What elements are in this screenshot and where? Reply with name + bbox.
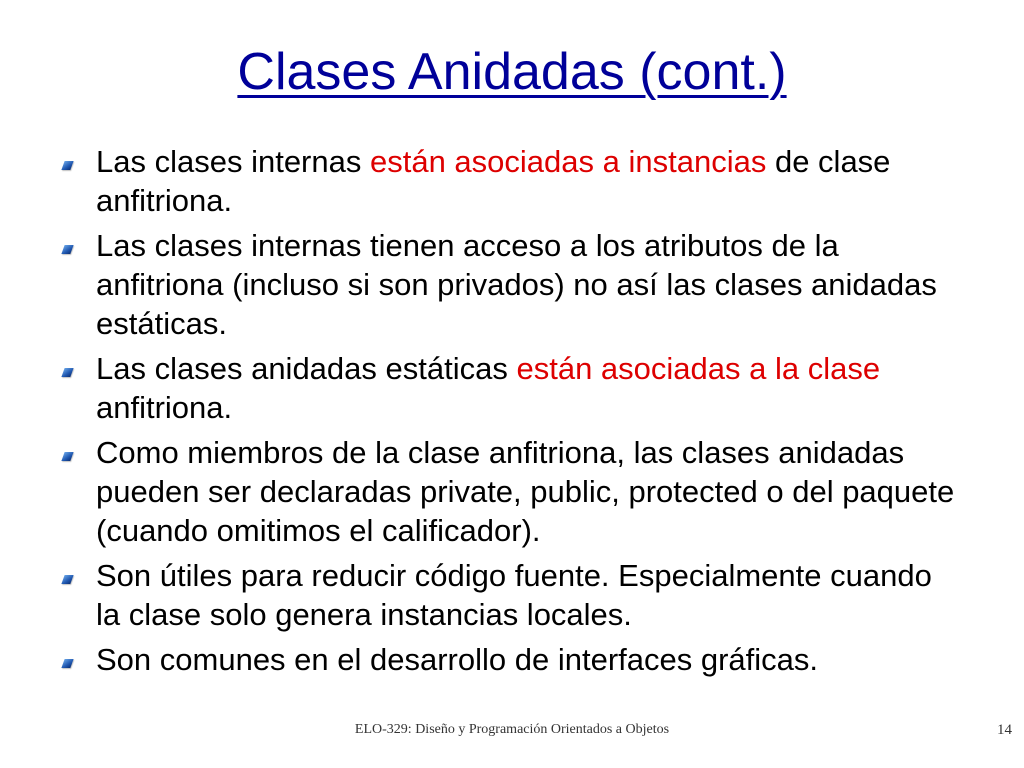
bullet-text: Las clases anidadas estáticas: [96, 351, 517, 386]
bullet-text: Las clases internas: [96, 144, 370, 179]
bullet-item: [60, 433, 960, 550]
bullet-highlight: están asociadas a la clase: [516, 351, 881, 386]
bullet-item: [60, 226, 960, 343]
bullet-marker-icon: [61, 245, 73, 254]
bullet-item: [60, 556, 960, 634]
bullet-list: [60, 142, 960, 685]
bullet-text-post: de clase anfitriona.: [96, 144, 891, 218]
bullet-marker-icon: [61, 575, 73, 584]
bullet-text: Las clases internas tienen acceso a los atributos de la anfitriona (incluso si son privados) no así las clases anidadas estáticas.: [96, 228, 937, 341]
bullet-item: [60, 640, 960, 679]
bullet-marker-icon: [61, 368, 73, 377]
page-number: 14: [997, 722, 1012, 738]
bullet-text: Son útiles para reducir código fuente. Especialmente cuando la clase solo genera instancias locales.: [96, 558, 932, 632]
bullet-marker-icon: [61, 161, 73, 170]
bullet-highlight: están asociadas a instancias: [369, 144, 767, 179]
bullet-item: [60, 142, 960, 220]
bullet-text-post: anfitriona.: [96, 390, 233, 425]
slide-title: Clases Anidadas (cont.): [237, 43, 787, 101]
bullet-marker-icon: [61, 659, 73, 668]
slide-footer: ELO-329: Diseño y Programación Orientados a Objetos: [354, 722, 670, 737]
bullet-text: Son comunes en el desarrollo de interfaces gráficas.: [96, 642, 819, 677]
bullet-item: [60, 349, 960, 427]
bullet-marker-icon: [61, 452, 73, 461]
bullet-text: Como miembros de la clase anfitriona, las clases anidadas pueden ser declaradas private, public, protected o del paquete (cuando omitimos el calificador).: [96, 435, 955, 548]
